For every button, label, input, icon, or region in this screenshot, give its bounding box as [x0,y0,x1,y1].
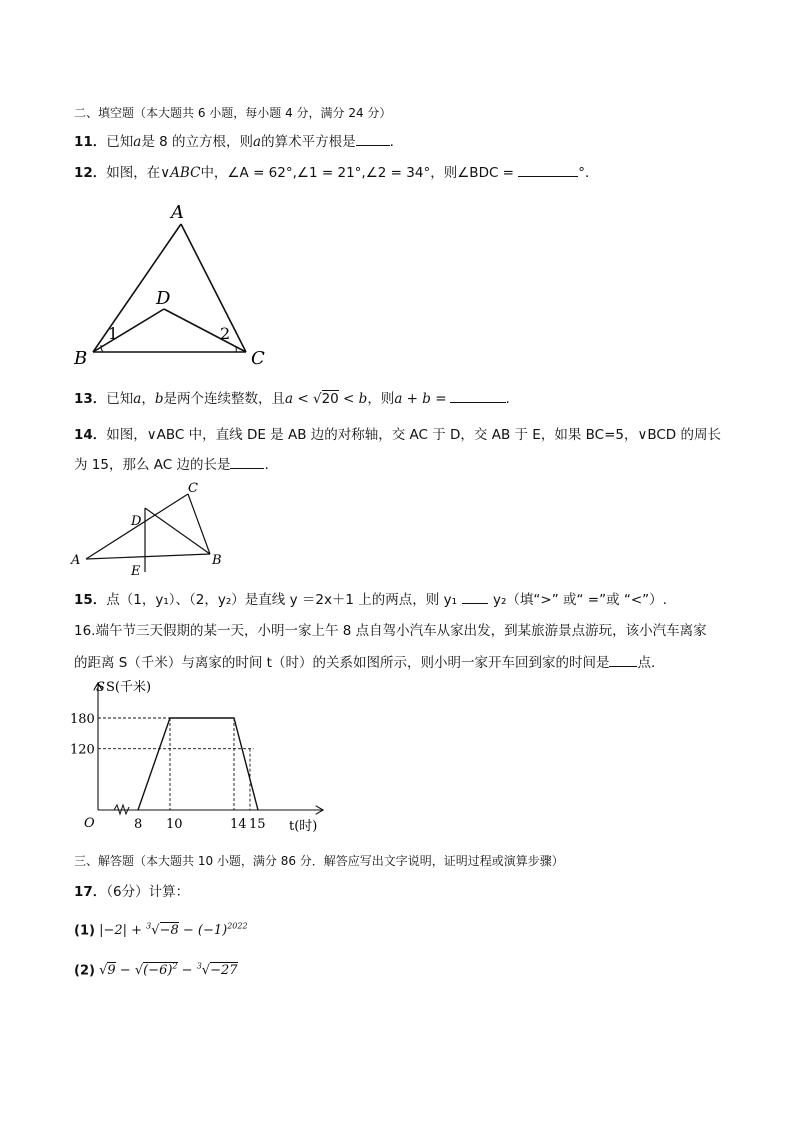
q13-text-1: 已知 [106,391,134,407]
x-tick-15: 15 [249,817,266,832]
label-B: B [212,553,222,568]
q15-text-1: 点（1，y₁）、（2，y₂）是直线 y ＝2x＋1 上的两点，则 y₁ [106,592,457,608]
q16-text-2: 的距离 S（千米）与离家的时间 t（时）的关系如图所示，则小明一家开车回到家的时间是 [74,655,610,671]
label-A: A [71,553,81,568]
part-label: (1) [74,923,95,939]
question-number: 11． [74,134,107,150]
expression-2: $√9 - √(-6)^2 - ^3√-27$ [99,962,238,979]
section-3-title: 三、解答题（本大题共 10 小题，满分 86 分．解答应写出文字说明，证明过程或演算步骤） [74,854,564,868]
q13-end: . [505,391,510,407]
part-label: (2) [74,963,95,979]
question-17 [74,883,189,901]
question-number: 12． [74,165,107,181]
q12-text-2: 中，∠A = 62°,∠1 = 21°,∠2 = 34°，则∠BDC = [200,165,519,181]
label-D: D [156,288,171,309]
q11-var-a-2: a [253,134,262,150]
q13-text-3: ，则 [367,391,395,407]
q13-ineq-left: a < [285,391,313,407]
label-E: E [131,564,141,579]
q13-text-2: 是两个连续整数，且 [163,391,286,407]
label-angle-2: 2 [220,324,231,343]
q12-text-1: 如图，在 [106,165,161,181]
label-C: C [251,348,265,369]
q13-radicand: 20 [321,391,339,407]
q16-text-1: 16.端午节三天假期的某一天，小明一家上午 8 点自驾小汽车从家出发，到某旅游景点游玩，该小汽车离家 [74,623,707,639]
x-tick-14: 14 [230,817,247,832]
q14-text-1: 如图，∨ABC 中，直线 DE 是 AB 边的对称轴，交 AC 于 D，交 AB 于 E，如果 BC=5，∨BCD 的周长 [106,427,721,443]
q13-comma: ， [141,391,155,407]
q14-text-2: 为 15，那么 AC 边的长是 [74,457,231,473]
label-A: A [171,202,184,223]
q13-var-a: a [133,391,142,407]
x-axis-label: t(时) [289,819,318,834]
q13-ineq-right: < b [338,391,368,407]
q15-text-2: y₂（填“>” 或“ =”或 “<”）. [493,592,667,608]
label-C: C [188,481,198,496]
label-D: D [131,514,142,529]
label-B: B [74,348,88,369]
q17-part-2 [74,958,238,980]
y-tick-180: 180 [70,712,95,727]
answer-blank[interactable] [230,455,264,469]
q13-sum: a + b = [394,391,447,407]
question-13 [74,389,510,408]
question-16-line-1 [74,622,707,640]
q13-var-b: b [154,391,164,407]
distance-series-line [138,718,258,810]
q11-text-3: 的算术平方根是 [261,134,356,150]
q17-part-1 [74,918,248,940]
y-tick-120: 120 [70,742,95,758]
q11-text-1: 已知 [106,134,134,150]
question-16-line-2 [74,653,655,672]
x-tick-labels [134,817,266,832]
question-number: 15． [74,592,107,608]
answer-blank[interactable] [462,590,488,604]
y-axis-var: S [96,680,105,695]
label-angle-1: 1 [108,324,119,343]
expression-1: $|-2| + ^3√-8 - (-1)^{2022}$ [99,922,248,939]
q11-text-2: 是 8 的立方根，则 [141,134,254,150]
dashed-guides [98,718,254,810]
question-15 [74,590,667,609]
section-2-title: 二、填空题（本大题共 6 小题，每小题 4 分，满分 24 分） [74,106,392,120]
q11-end: . [389,134,394,150]
triangle-figure-12 [70,196,280,371]
y-axis-label: S(千米) [106,680,152,695]
question-number: 17． [74,884,107,900]
origin-label: O [84,816,95,831]
x-tick-10: 10 [166,817,183,832]
question-14-line-2 [74,455,269,474]
q12-triangle: ∨ABC [160,165,201,181]
question-11 [74,132,394,151]
q14-end: . [264,457,269,473]
question-number: 13． [74,391,107,407]
triangle-figure-14 [68,480,238,580]
question-14-line-1 [74,426,721,444]
sqrt-symbol: √ [312,391,322,407]
q11-var-a: a [133,134,142,150]
answer-blank[interactable] [450,389,506,403]
y-tick-labels [70,712,95,758]
question-number: 14． [74,427,107,443]
answer-blank[interactable] [609,653,637,667]
question-12 [74,163,599,182]
q12-end: °． [578,165,599,181]
answer-blank[interactable] [356,132,390,146]
x-tick-8: 8 [134,817,143,832]
q16-end: 点. [637,655,656,671]
q17-text: （6分）计算： [106,884,190,900]
answer-blank[interactable] [518,163,578,177]
distance-time-chart [70,676,340,836]
